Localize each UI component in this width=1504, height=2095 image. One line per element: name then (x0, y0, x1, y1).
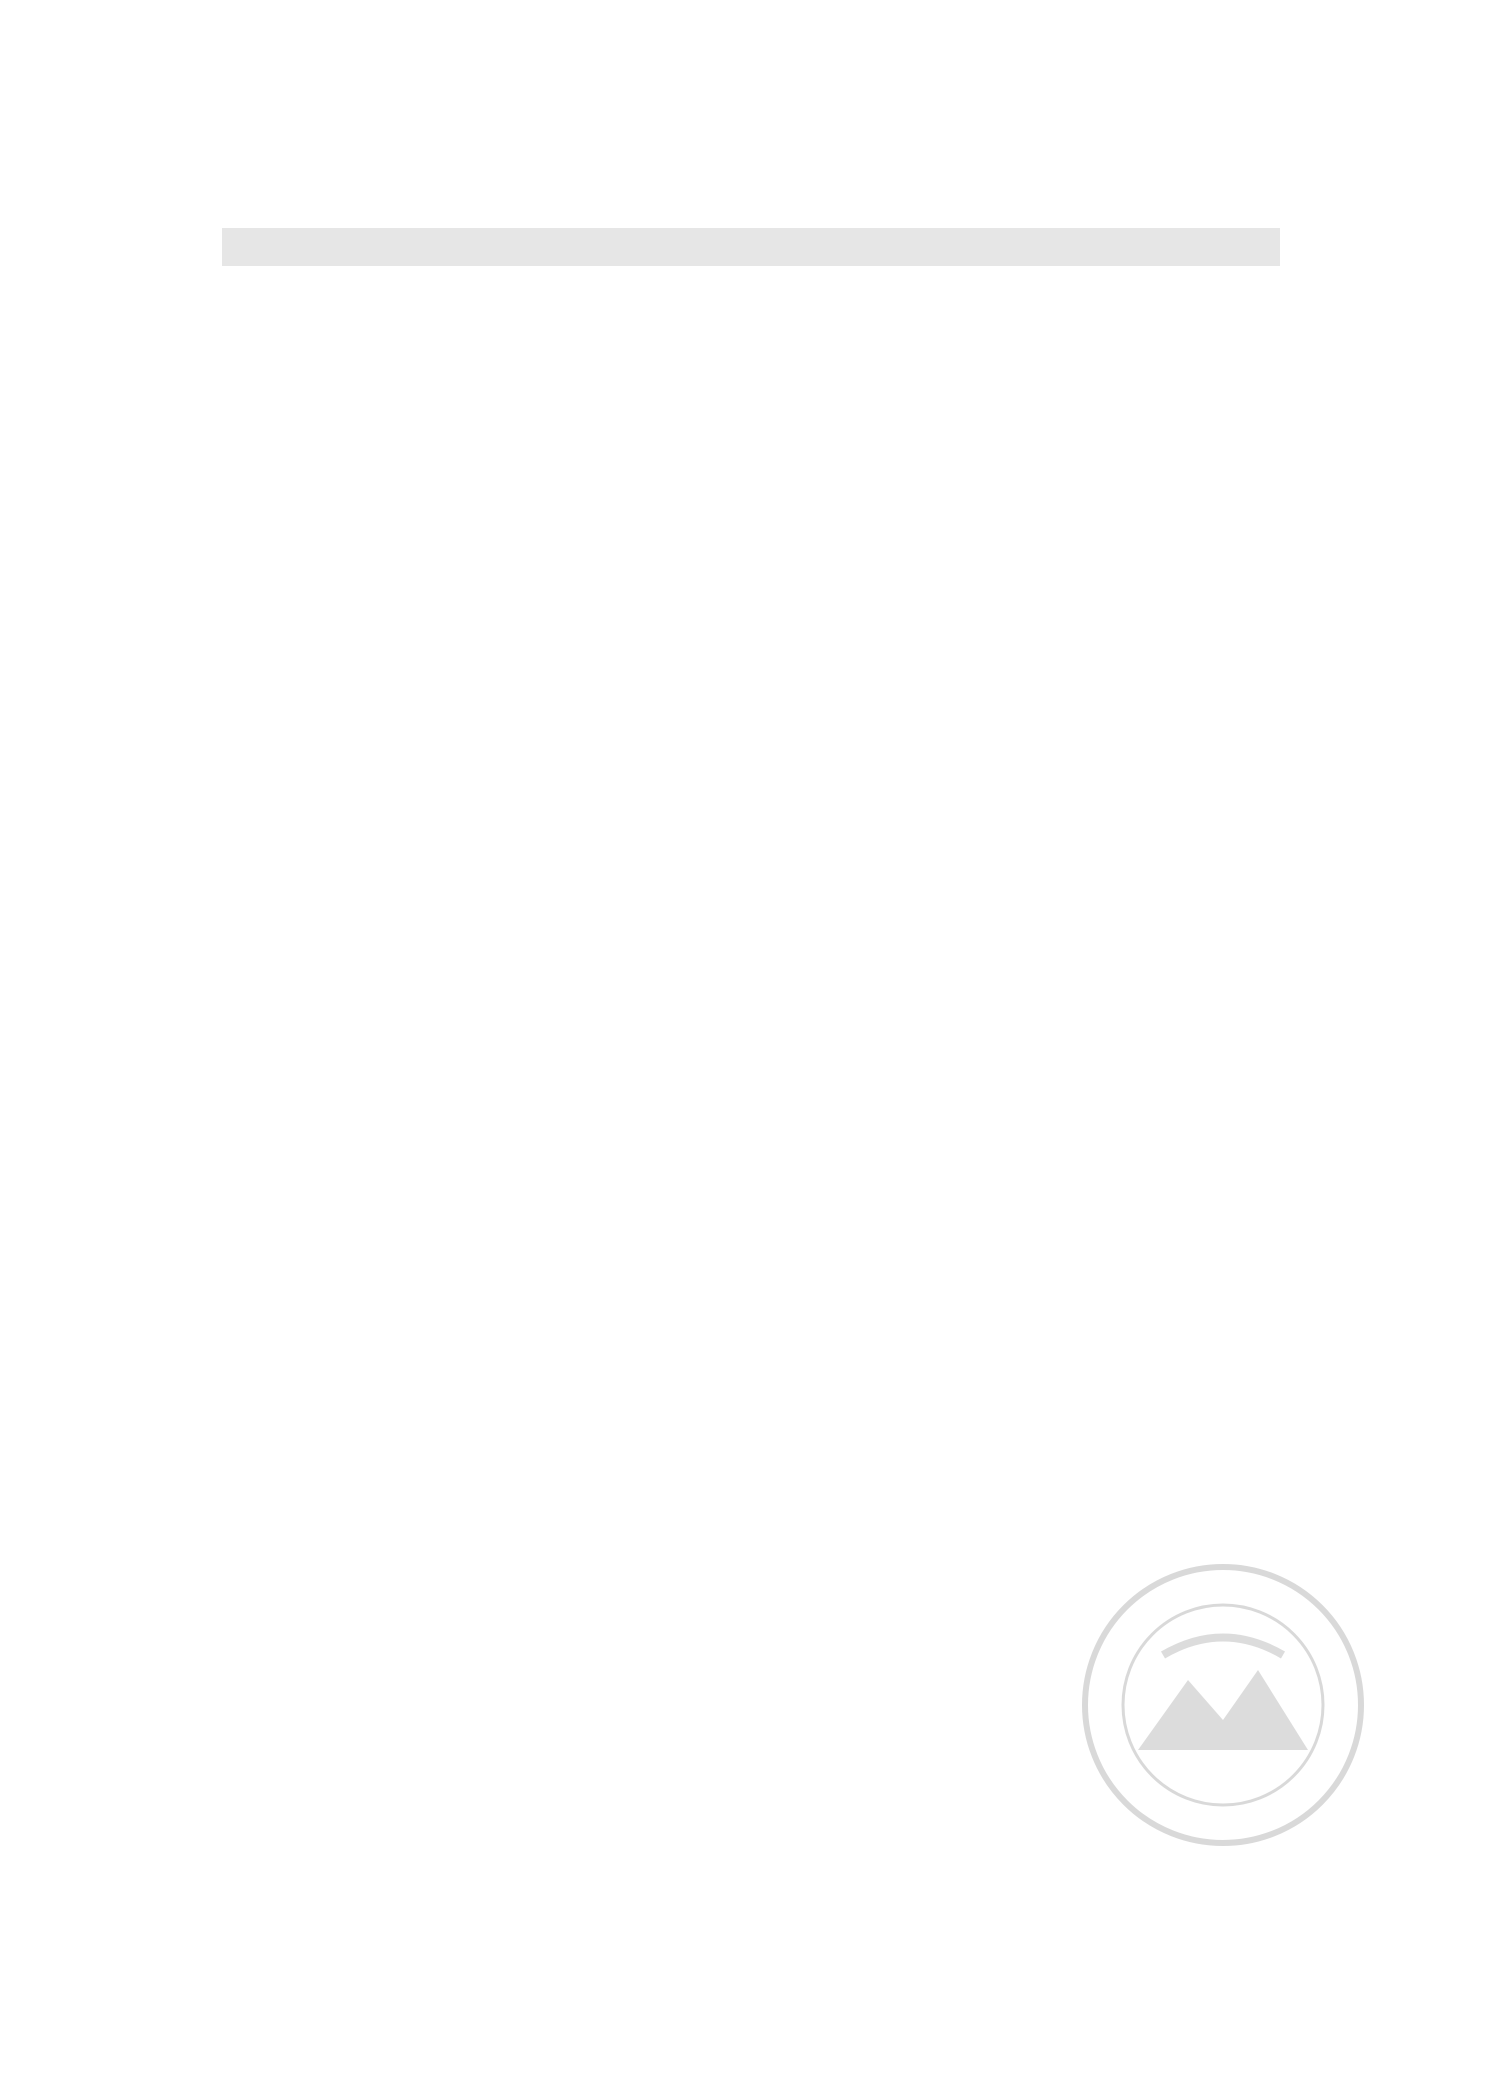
page-body (222, 218, 1280, 288)
scoring-note-box (222, 228, 1280, 266)
publisher-seal-icon (1078, 1560, 1368, 1850)
